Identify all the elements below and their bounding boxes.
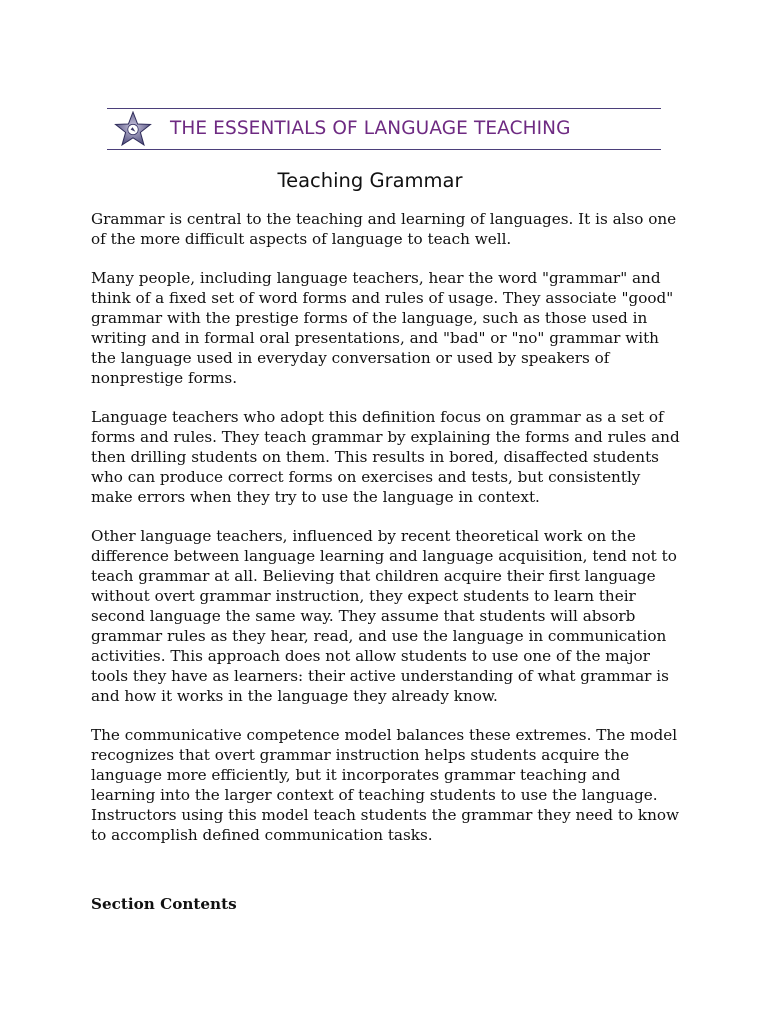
paragraph-4: Other language teachers, influenced by recent theoretical work on the difference between language learning and language acquisition, tend not to teach grammar at all. Believing that children acquire their first language without overt grammar instruction, they expect students to learn their second language the same way. They assume that students will absorb grammar rules as they hear, read, and use the language in communication activities. This approach does not allow students to use one of the major tools they have as learners: their active understanding of what grammar is and how it works in the language they already know. [91,527,677,705]
paragraph-2: Many people, including language teachers, hear the word "grammar" and think of a fixed set of word forms and rules of usage. They associate "good" grammar with the prestige forms of the language, such as those used in writing and in formal oral presentations, and "bad" or "no" grammar with the language used in everyday conversation or used by speakers of nonprestige forms. [91,269,674,387]
banner-title: THE ESSENTIALS OF LANGUAGE TEACHING [170,118,571,139]
paragraph-1: Grammar is central to the teaching and learning of languages. It is also one of the more difficult aspects of language to teach well. [91,210,677,248]
paragraph-3: Language teachers who adopt this definition focus on grammar as a set of forms and rules. They teach grammar by explaining the forms and rules and then drilling students on them. This results in bored, disaffected students who can produce correct forms on exercises and tests, but consistently make errors when they try to use the language in context. [91,408,680,506]
article-body [91,209,681,864]
banner-bottom-rule [107,149,661,150]
star-emblem-icon [114,111,152,147]
header-banner [107,108,661,150]
page-title: Teaching Grammar [277,169,463,192]
section-contents-heading: Section Contents [91,895,237,913]
paragraph-5: The communicative competence model balances these extremes. The model recognizes that overt grammar instruction helps students acquire the language more efficiently, but it incorporates grammar teaching and learning into the larger context of teaching students to use the language. Instructors using this model teach students the grammar they need to know to accomplish defined communication tasks. [91,726,680,844]
banner-top-rule [107,108,661,109]
